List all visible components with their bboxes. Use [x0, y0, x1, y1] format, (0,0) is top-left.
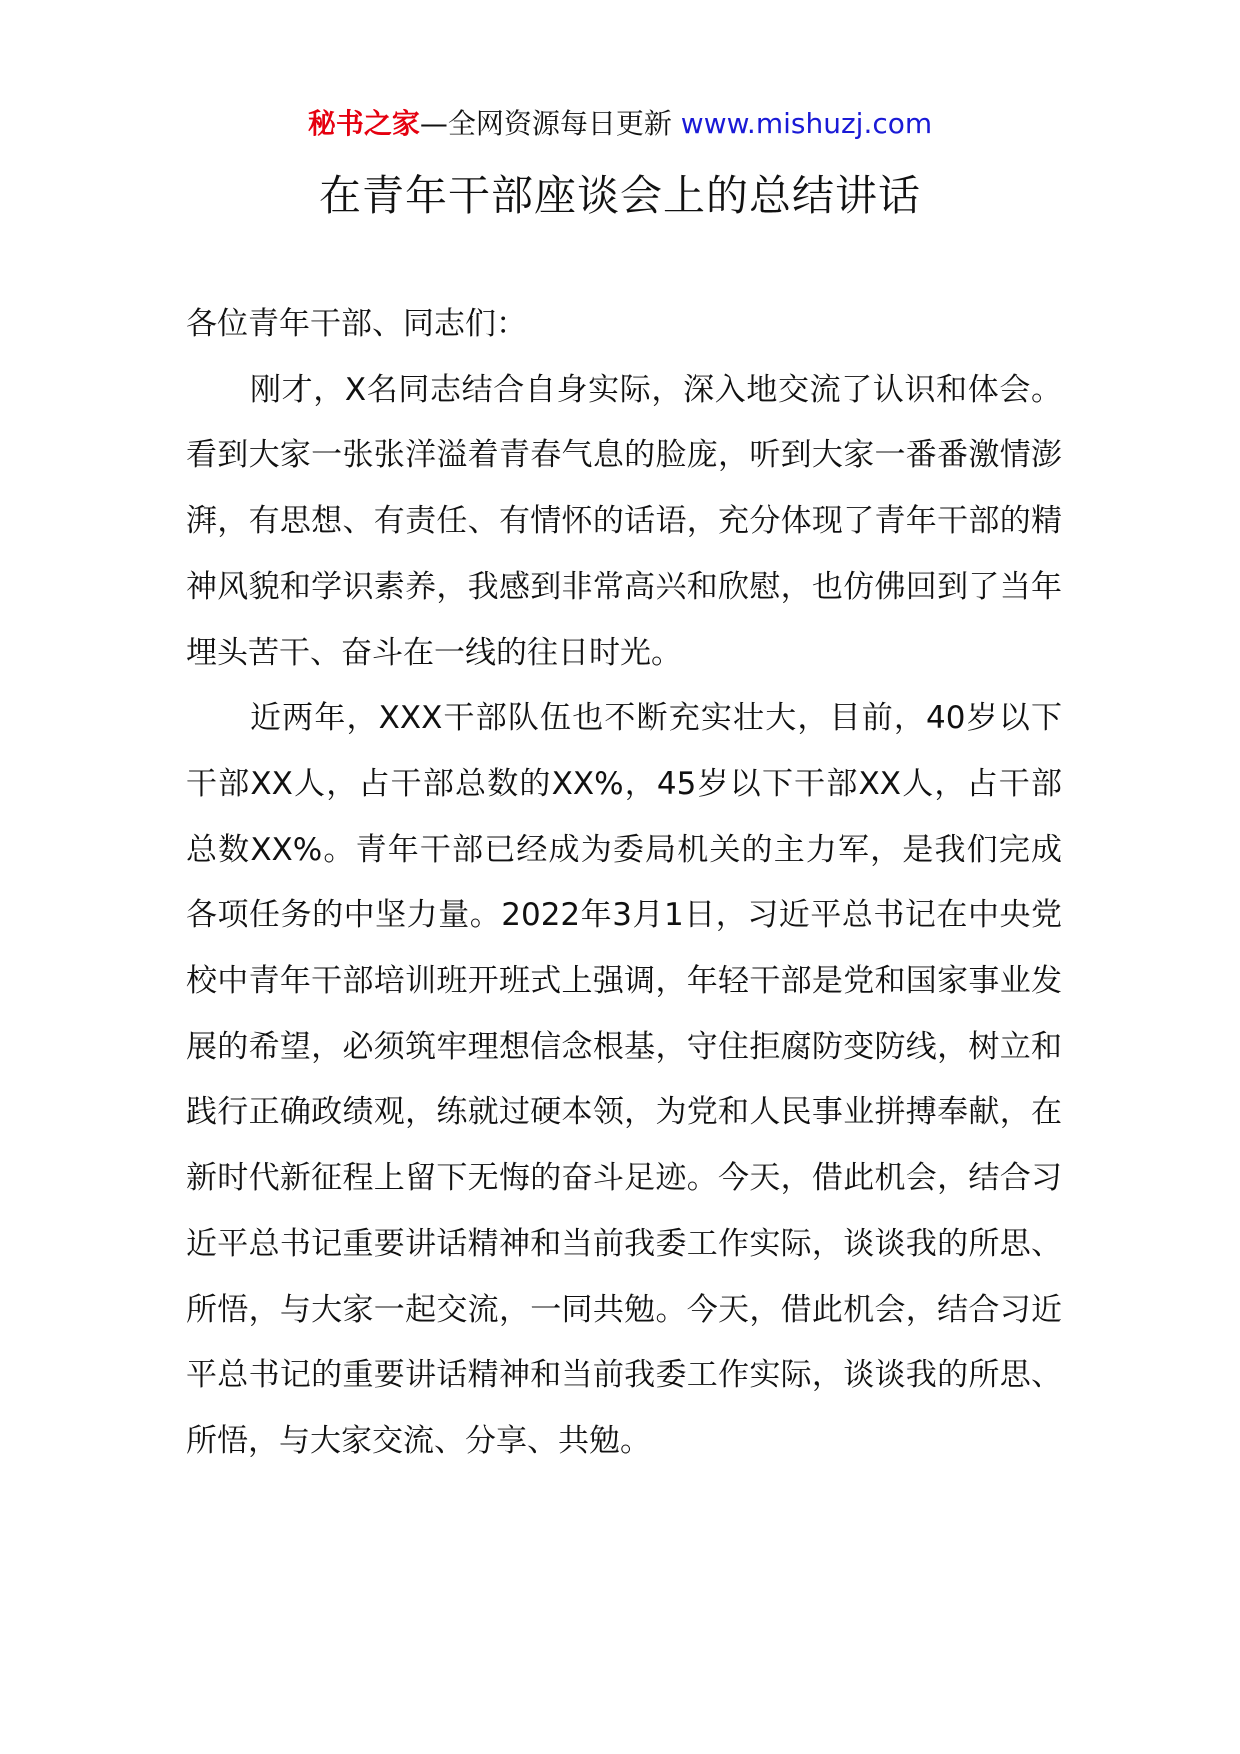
paragraph: 刚才，X名同志结合自身实际，深入地交流了认识和体会。看到大家一张张洋溢着青春气息的脸庞，听到大家一番番激情澎湃，有思想、有责任、有情怀的话语，充分体现了青年干部的精神风貌和学识素养，我感到非常高兴和欣慰，也仿佛回到了当年埋头苦干、奋斗在一线的往日时光。 [186, 371, 1062, 671]
site-header [0, 104, 1240, 144]
document-body [186, 292, 1062, 1475]
paragraph: 近两年，XXX干部队伍也不断充实壮大，目前，40岁以下干部XX人，占干部总数的XX%，45岁以下干部XX人，占干部总数XX%。青年干部已经成为委局机关的主力军，是我们完成各项任务的中坚力量。2022年3月1日，习近平总书记在中央党校中青年干部培训班开班式上强调，年轻干部是党和国家事业发展的希望，必须筑牢理想信念根基，守住拒腐防变防线，树立和践行正确政绩观，练就过硬本领，为党和人民事业拼搏奉献，在新时代新征程上留下无悔的奋斗足迹。今天，借此机会，结合习近平总书记重要讲话精神和当前我委工作实际，谈谈我的所思、所悟，与大家一起交流，一同共勉。今天，借此机会，结合习近平总书记的重要讲话精神和当前我委工作实际，谈谈我的所思、所悟，与大家交流、分享、共勉。 [186, 700, 1062, 1459]
document-title: 在青年干部座谈会上的总结讲话 [318, 171, 921, 220]
site-name: 秘书之家 [307, 107, 420, 140]
site-url-link[interactable]: www.mishuzj.com [680, 107, 933, 140]
salutation: 各位青年干部、同志们： [186, 306, 527, 342]
site-slogan: —全网资源每日更新 [419, 107, 672, 140]
